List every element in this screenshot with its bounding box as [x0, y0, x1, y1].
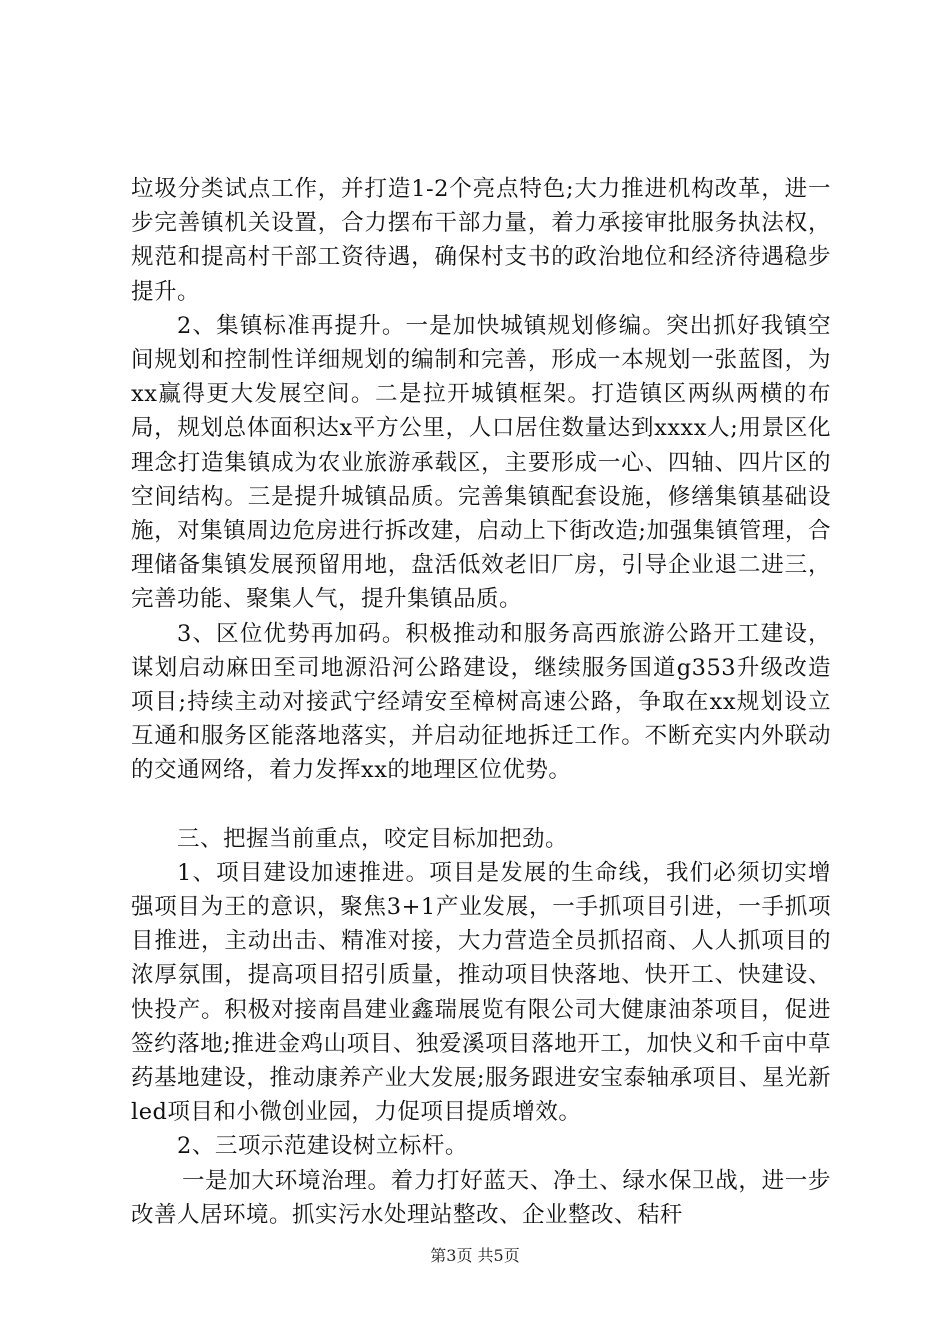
- paragraph-6: 一是加大环境治理。着力打好蓝天、净土、绿水保卫战，进一步改善人居环境。抓实污水处理站整改、企业整改、秸秆: [131, 1167, 831, 1228]
- paragraph-3: 3、区位优势再加码。积极推动和服务高西旅游公路开工建设，谋划启动麻田至司地源沿河公路建设，继续服务国道g353升级改造项目;持续主动对接武宁经靖安至樟树高速公路，争取在xx规划设立互通和服务区能落地落实，并启动征地拆迁工作。不断充实内外联动的交通网络，着力发挥xx的地理区位优势。: [131, 620, 831, 784]
- document-body: [131, 172, 831, 1232]
- paragraph-1: 垃圾分类试点工作，并打造1-2个亮点特色;大力推进机构改革，进一步完善镇机关设置，合力摆布干部力量，着力承接审批服务执法权，规范和提高村干部工资待遇，确保村支书的政治地位和经济待遇稳步提升。: [131, 176, 831, 305]
- section-heading: 三、把握当前重点，咬定目标加把劲。: [177, 825, 569, 852]
- paragraph-5: 2、三项示范建设树立标杆。: [177, 1133, 468, 1160]
- paragraph-2: 2、集镇标准再提升。一是加快城镇规划修编。突出抓好我镇空间规划和控制性详细规划的编制和完善，形成一本规划一张蓝图，为xx赢得更大发展空间。二是拉开城镇框架。打造镇区两纵两横的布局，规划总体面积达x平方公里，人口居住数量达到xxxx人;用景区化理念打造集镇成为农业旅游承载区，主要形成一心、四轴、四片区的空间结构。三是提升城镇品质。完善集镇配套设施，修缮集镇基础设施，对集镇周边危房进行拆改建，启动上下街改造;加强集镇管理，合理储备集镇发展预留用地，盘活低效老旧厂房，引导企业退二进三，完善功能、聚集人气，提升集镇品质。: [131, 312, 831, 613]
- paragraph-4: 1、项目建设加速推进。项目是发展的生命线，我们必须切实增强项目为王的意识，聚焦3+1产业发展，一手抓项目引进，一手抓项目推进，主动出击、精准对接，大力营造全员抓招商、人人抓项目的浓厚氛围，提高项目招引质量，推动项目快落地、快开工、快建设、快投产。积极对接南昌建业鑫瑞展览有限公司大健康油茶项目，促进签约落地;推进金鸡山项目、独爱溪项目落地开工，加快义和千亩中草药基地建设，推动康养产业大发展;服务跟进安宝泰轴承项目、星光新led项目和小微创业园，力促项目提质增效。: [131, 859, 831, 1126]
- page-footer: 第3页 共5页: [430, 1246, 520, 1265]
- section-spacer: [131, 788, 831, 822]
